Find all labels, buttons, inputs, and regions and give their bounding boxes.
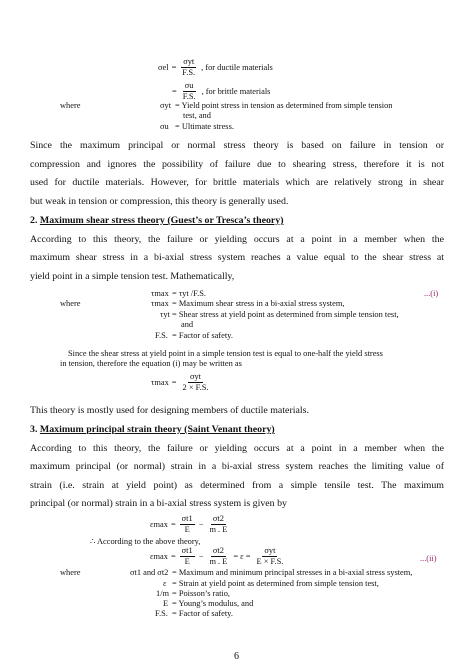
paragraph-line: maximum shear stress in a bi-axial stress system reaches a value equal to the shear stress at: [30, 252, 444, 263]
fraction: $\frac{\text{σyt}}{F.S.}$: [182, 57, 196, 77]
def-text: = Strain at yield point as determined from simple tension test,: [172, 579, 379, 588]
equation-ref-ii: ...(ii): [420, 554, 437, 563]
equation-ref-i: ...(i): [424, 289, 439, 298]
def-symbol: σyt: [160, 101, 172, 110]
eq-mid: = ε =: [233, 551, 251, 561]
paragraph-line: principal (or normal) strain in a bi-axial stress system is given by: [30, 498, 287, 509]
def-symbol: τyt: [160, 310, 170, 319]
def-symbol: F.S.: [155, 609, 168, 618]
def-text: = Yield point stress in tension as determined from simple tension: [175, 101, 393, 110]
def-text: = Maximum shear stress in a bi-axial stress system,: [172, 299, 345, 308]
eq-lhs: τmax: [151, 377, 169, 387]
page-number: 6: [234, 651, 239, 662]
def-text: = Factor of safety.: [172, 609, 233, 618]
eq-lhs: εmax: [150, 551, 168, 561]
where-label: where: [60, 101, 81, 110]
section-number: 3.: [30, 424, 38, 435]
where-label: where: [60, 568, 81, 577]
paragraph-line: yield point in a simple tension test. Mathematically,: [30, 271, 235, 282]
closing-line: This theory is mostly used for designing members of ductile materials.: [30, 405, 309, 416]
fraction: $\frac{\sigma t1}{E}$: [181, 514, 193, 534]
def-text: and: [181, 320, 194, 329]
strain-max-equation-2: εmax = $\frac{\sigma t1}{E}$ − $\frac{\sigma t2}{m . E}$ = ε = $\frac{\text{σyt}}{E \times F.S.}$: [150, 546, 284, 566]
where-label: where: [60, 299, 81, 308]
def-symbol: 1/m: [156, 589, 170, 598]
def-text-cont: test, and: [183, 111, 211, 120]
paragraph-line: maximum principal (or normal) strain in a bi-axial stress system reaches the limiting value of: [30, 461, 444, 472]
section-title: Maximum shear stress theory (Guest’s or Tresca’s theory): [39, 215, 284, 226]
fraction: $\frac{\sigma t2}{m . E}$: [209, 546, 228, 566]
strain-max-equation-1: εmax = $\frac{\sigma t1}{E}$ − $\frac{\sigma t2}{m . E}$: [150, 514, 228, 534]
sigma-el-ductile-equation: σel = $\frac{\text{σyt}}{F.S.}$ , for ductile materials: [158, 57, 273, 77]
fraction: $\frac{\text{σyt}}{E \times F.S.}$: [256, 546, 284, 566]
def-symbol: τmax: [151, 299, 169, 308]
def-text: = Factor of safety.: [172, 331, 233, 340]
fraction: $\frac{\sigma t2}{m . E}$: [209, 514, 228, 534]
section-2-heading: [30, 215, 284, 226]
fraction: $\frac{\sigma t1}{E}$: [181, 546, 193, 566]
def-text: = Shear stress at yield point as determined from simple tension test,: [172, 310, 399, 319]
def-symbol: σu: [160, 122, 169, 131]
def-text: = Ultimate stress.: [175, 122, 234, 131]
def-symbol: ε: [163, 579, 167, 588]
paragraph-line: According to this theory, the failure or yielding occurs at a point in a member when the: [30, 443, 444, 454]
def-symbol: σt1 and σt2: [130, 568, 169, 577]
since-line: Since the shear stress at yield point in a simple tension test is equal to one-half the yield stress: [68, 349, 383, 358]
eq-note: , for brittle materials: [201, 86, 271, 96]
paragraph-line: compression and ignores the possibility of failure due to shearing stress, therefore it is not: [30, 159, 444, 170]
tau-max-lhs: τmax: [151, 289, 169, 298]
tau-max-rhs: = τyt /F.S.: [172, 289, 206, 298]
paragraph-line: used for ductile materials. However, for brittle materials which are relatively strong in shear: [30, 177, 444, 188]
eq-note: , for ductile materials: [201, 62, 273, 72]
fraction: $\frac{\sigma u}{F.S.}$: [182, 81, 196, 101]
tau-max-equation-2: τmax = $\frac{\text{σyt}}{2 \times F.S.}$: [151, 372, 209, 392]
eq-lhs: σel: [158, 62, 169, 72]
def-text: = Maximum and minimum principal stresses in a bi-axial stress system,: [172, 568, 413, 577]
paragraph-line: According to this theory, the failure or yielding occurs at a point in a member when the: [30, 234, 444, 245]
def-symbol: E: [163, 599, 169, 608]
since-line: in tension, therefore the equation (i) may be written as: [60, 359, 242, 368]
section-number: 2.: [30, 215, 38, 226]
paragraph-line: Since the maximum principal or normal stress theory is based on failure in tension or: [30, 140, 444, 151]
def-text: = Poisson’s ratio,: [172, 589, 231, 598]
def-text: = Young’s modulus, and: [172, 599, 254, 608]
paragraph-line: strain (i.e. strain at yield point) as determined from a simple tensile test. The maximum: [30, 480, 444, 491]
def-symbol: F.S.: [155, 331, 168, 340]
according-line: ∴ According to the above theory,: [90, 537, 201, 546]
eq-lhs: εmax: [150, 519, 168, 529]
section-3-heading: [30, 424, 275, 435]
section-title: Maximum principal strain theory (Saint Venant theory): [39, 424, 275, 435]
sigma-el-brittle-equation: = $\frac{\sigma u}{F.S.}$ , for brittle materials: [172, 81, 271, 101]
fraction: $\frac{\text{σyt}}{2 \times F.S.}$: [182, 372, 209, 392]
paragraph-line: but weak in tension or compression, this theory is generally used.: [30, 196, 289, 207]
